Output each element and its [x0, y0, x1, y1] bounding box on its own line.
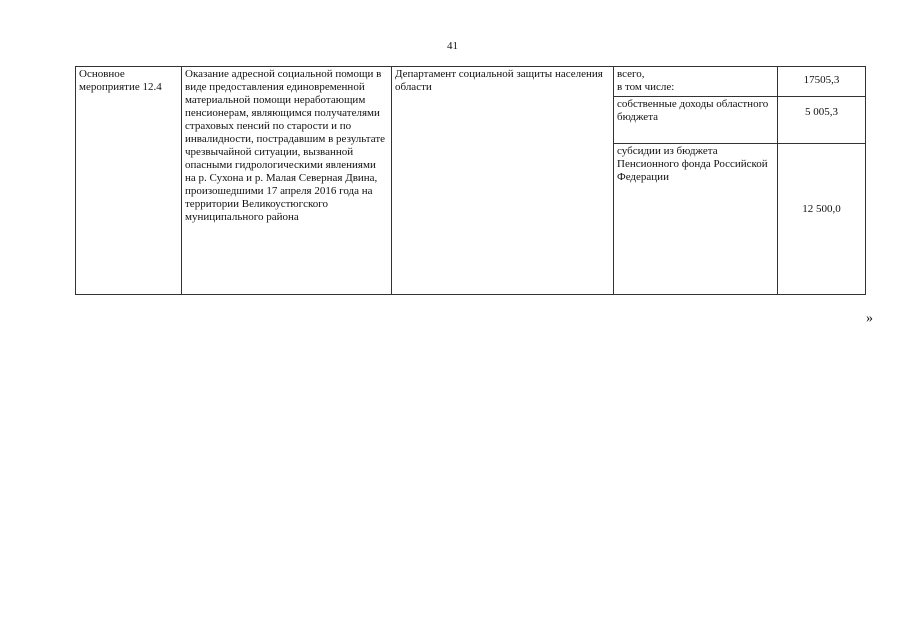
executor-text: Департамент социальной защиты населения области: [395, 68, 603, 93]
executor-cell: [392, 67, 614, 295]
source-label-cell: [614, 97, 778, 144]
amount-value: 5 005,3: [805, 106, 838, 118]
source-label: субсидии из бюджета Пенсионного фонда Российской Федерации: [617, 145, 768, 183]
source-label: собственные доходы областного бюджета: [617, 98, 769, 123]
amount-cell: [778, 67, 866, 97]
closing-quote: »: [866, 311, 873, 326]
measure-label: Основное мероприятие 12.4: [79, 68, 162, 93]
source-label-cell: [614, 67, 778, 97]
page-number: 41: [447, 40, 458, 52]
source-label: всего, в том числе:: [617, 68, 675, 93]
description-cell: [182, 67, 392, 295]
source-label-cell: [614, 144, 778, 295]
amount-cell: [778, 97, 866, 144]
amount-value: 17505,3: [803, 74, 840, 86]
table-row: [76, 67, 866, 97]
description-text: Оказание адресной социальной помощи в виде предоставления единовременной материальной помощи неработающим пенсионерам, являющимся получателями страховых пенсий по старости и по инвалидности, пострадавшим в результате чрезвычайной ситуации, вызванной опасными гидрологическими явлениями на р. Сухона и р. Малая Северная Двина, произошедшими 17 апреля 2016 года на территории Великоустюгского муниципального района: [185, 68, 386, 223]
amount-cell: [778, 144, 866, 295]
measure-cell: [76, 67, 182, 295]
amount-value: 12 500,0: [802, 203, 841, 215]
budget-table: [75, 66, 866, 295]
